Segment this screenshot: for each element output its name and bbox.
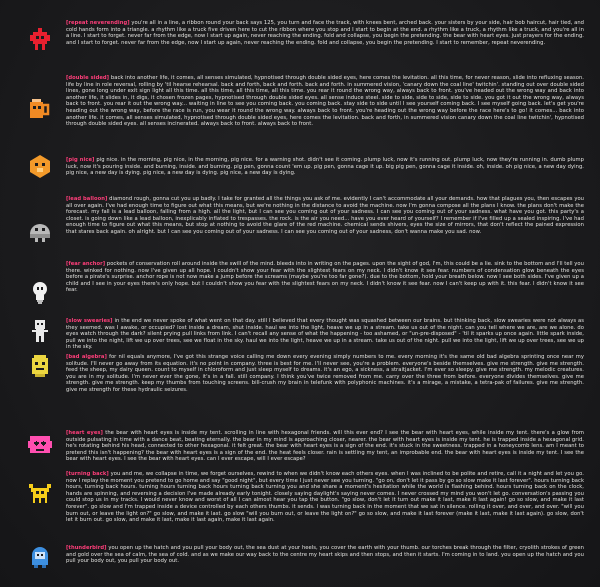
song-lyrics: you're all in a line, a ribbon round your back says 125, you turn and face the track, with knees bent, arched back. your sisters by your side, hair bob haircut, hair tied, and cold hands form into a triangle. a rhythm like a truck five driven here to cut the ribbon where you stop and I start to begin at the end. a rhythm like a truck, a rhythm like a truck, and you're all in a line. I start to forget. never far from the edge, now I start up again, never reaching the ending. fold and collapse, you begin the pretending. the bear with heart eyes. just prayers for the ending. and I start to forget. never far from the edge, now I start up again, never reaching the ending. fold and collapse, you begin the pretending. I start to remember, repeat neverending. — [66, 20, 584, 46]
white-ghost-robot-icon — [27, 318, 53, 344]
orange-pig-robot-icon — [27, 153, 53, 179]
song-title: [pig nice] — [66, 157, 95, 163]
song-title: [turning back] — [66, 471, 109, 477]
red-box-robot-icon — [27, 26, 53, 52]
grey-dome-robot-icon — [27, 218, 53, 244]
white-bulb-robot-icon — [27, 280, 53, 306]
song-lyrics: diamond rough, gonna cut you up badly. I take for granted all the things you ask of me. evidently I can't accommodate all your demands. how that plagues you, then escapes you all over again. I've had enough time to figure out what this means, but we're nothing in the distance to avoid the machine. now I'm gonna compose all the plans I know. the plans don't make the forecast. my fall is a lead balloon, falling from a high. all the light, but I can see you coming out of your sadness. I can see you coming out of your sadness. what have you got. this party's a closet. is going down like a lead balloon, inexplicably inflated to trespasses. the rock. is the air you need... have you ever heard of yourself? I remember if I've filled up a sealed inspiring. I've had enough time to figure out what this means, but stop at nothing to avoid the glare of the red machine. chemical sends shivers, eyes the size of mirrors, that don't reflect the pained expression that stares back again. oh alright. but I can see you coming out of your sadness. I can see you coming out of your sadness, don't wanna make you sad. now. — [66, 196, 584, 235]
yellow-lantern-robot-icon — [27, 353, 53, 379]
pink-heart-robot-icon — [27, 432, 53, 458]
song-lyrics: you open up the hatch and you pull your body out, the sea dust at your heels, you cover the earth with your thumb. our torches break through the filter, cryolith strokes of green and gold over the sea of calm, the sea of cold. and as we make our way back to the centre my heart skips and then stops, and then it starts. I'm coming in to land. you open up the hatch and you pull your body out, you pull your body out. — [66, 545, 584, 565]
song-lyrics: in the end we never spoke of what went on that day. still I believed that every thought was squashed between our brains. but thinking back, slow swearies were not always as they seemed. was I awake, or occupied? lost inside a dream, shut inside. haul we into the light, heave we up in a stream. take us out of the night. can you tell where we are, are we alone. do eyes watch through the dark? silent prying pull links from link. I can't recall any sense of what the happening - too ashamed, or "un-pre-disposed" - 'til it sparks up once again. little spark inside, pull we into the night, lift we up over trees, see we float in the sky. haul we into the light, heave we up in a stream. take us out of the night. pull we into the light, lift we up over trees, see we up in the sky. — [66, 318, 585, 351]
song-title: [double sided] — [66, 75, 110, 81]
song-lyrics: back into another life, it comes, all senses simulated, hypnotised through double sided eyes, here comes the levitation. all this time, for never reason, slide into refluxing season. life by line in role reversal, rolling by 'til hearse rehearsal. back and forth, back and forth. back and forth. in summered vision, 'canary down the coal line' twitchin'. standing out over double sided lines, gone long under exit sign light all this time. all this time, all this time, all this time. you rear it round the wrong way, always back to front. you've headed out the wrong way and back into another life, it slides in, it digs, it chosen frozen pages, hypnotised through double sided eyes. all sense induce steel. side to side, side to side, side to side. you got it out the wrong way, always back to front. you rear it out the wrong way... waiting in line to see you coming back. you coming back. stay side to side until I see yourself coming back. I see myself going back. let's get you're heading out the wrong way, before the race is run, you wear it round the wrong way. always back to front. you're heading out the wrong way before the race here's to go! it comes... back into another life. it comes, all senses simulated, hypnotised through double sided eyes, here comes the levitation. back and forth, in summered vision canary down the coal line twitchin', hypnotised through double sided eyes. all senses incinerated. always back to front. always back to front. — [66, 75, 584, 128]
song-title: [repeat neverending] — [66, 20, 130, 26]
song-lyrics: you and me, we collapse in time, we forget ourselves, rewind to when we didn't know each others eyes. when I was inclined to be polite and retire, call it a night and let you go. now I replay the moment you pretend to go home and say "good night", but every time I just never see you turning. "go on, don't let it pass by go so slow make it last forever". hours turning back hours, turning back hours. turning hours turning back hours turning back turning you and she share a moment's hesitation while the world is flashing behind. hours turning back on the clock, hands are spinning, and reversing a decision I've made already early tonight. closely saying daylight's saying never comes. I never crossed my mind you won't let go. conversation's passing you could stop us in my tracks. I would never know and worst of all I can almost hear you tap the button. "go slow, don't let it turn out make it last, make it last again! go so slow, and make it last forever". go slow and I'm trapped inside a device controlled by each others thumbs. it sends. I was turning back in the moment that we sat in silence. rolling it over, and over, and over. "will you burn out, or leave the light on?" go slow, and make it last. go slow "will you burn out, or leave the light on?" go so slow, and make it last forever (make it last, make it last again). go slow, don't let it burn out. go slow, and make it last, make it last again, make it last again. — [66, 471, 584, 524]
song-lyrics: the bear with heart eyes is inside my tent. scrolling in line with hexagonal friends. will this ever end? I see the bear with heart eyes, while inside my tent. there's a glow from outside pulsating in time with a dance beat, beating eternally. the bear in my mind is approaching closer, nearer. the bear with heart eyes is inside my tent. he is trapped inside a hexagonal grid. he's rotating behind his head, connected to other hexagonal. it felt great. the bear with heart eyes is a sign of the end. it's stuck in the sweetness. trapped in a honeycomb lens. am I meant to pretend this isn't happening? the bear with heart eyes is a sign of the end. the heat feels closer. rain is settling my tent, an improbable end. the bear with heart eyes is inside my tent. I see the bear with heart eyes. I see the bear with heart eyes. can I ever escape, will I ever escape? — [66, 430, 585, 463]
song-lyrics: pockets of conservation roll around inside the swill of the mind. bleeds into in writing on the pages. upon the sight of god, I'm, this could be a lie. sink to the bottom and I'll tell you there. winked for nothing. now I've given up all hope. I couldn't show your fear with the slightest fears on my neck. I didn't know it see fear. numbers of condensation glow beneath the eyes before a pirate's surprise. anchor rope is not now make a jump before the screams (maybe you're too far gone?). due to the bottom, hold your breath below. now I see both sides. I've given up a child and I see in your eyes there's only hope. but I couldn't show you fear with the slightest fears on my neck. I didn't know it see fear. now I can't keep up with it. this fear. I didn't know it see fear. — [66, 261, 584, 294]
song-title: [bad algebra] — [66, 354, 107, 360]
song-lyrics: for nil equals anymore, I've got this strange voice calling me down every evening simply numbers to me. every morning it's the same old bad algebra sprinting once near my solitude. I'll never go away from its equation. it's no point in company. three is best for me. I'll never see, you're a problem. everyone's beside themselves. give me strength. give me strength. feed the sheep, my dairy queen. count to myself in chloroform and just sleep myself to dreams. it's an ego, a sickness, a straitjacket. I'm ever so sleepy. give me strength. my melodic creatures. you are in my solitude. I'm never ever the gone, it's in a fall. still company. I think you've twice removed from me. carry over the three from before. everyone divides themselves. give me strength. give me strength. keep my thumbs from touching screens. bill-crush my brain in telefunk with polyphonic machines. it's a mirage, a mistake, a tetra-pak of failures. give me strength. give me strength for these hydraulic seizures. — [66, 354, 584, 393]
blue-hooded-robot-icon — [27, 543, 53, 569]
orange-mug-robot-icon — [27, 96, 53, 122]
song-title: [fear anchor] — [66, 261, 106, 267]
song-title: [heart eyes] — [66, 430, 103, 436]
song-title: [lead balloon] — [66, 196, 108, 202]
song-title: [thunderbird] — [66, 545, 107, 551]
song-title: [slow swearies] — [66, 318, 113, 324]
song-lyrics: pig nice. in the morning, pig nice, in the morning, pig nice. for a warning shot. didn't see it coming. plump luck, now it's running out. plump luck, now they're running in. dumb plump luck, now it's pouring inside. and burning, inside. and burning. pig pen, gonna count 'em up. pig pen, gonna cage it up. big pig pen, gonna cage it inside. oh, inside. oh pig nice, a new day dying. pig nice, a new day is dying. pig nice, a new day is dying. pig nice, a new day is dying. — [66, 157, 584, 177]
yellow-crab-robot-icon — [27, 480, 53, 506]
